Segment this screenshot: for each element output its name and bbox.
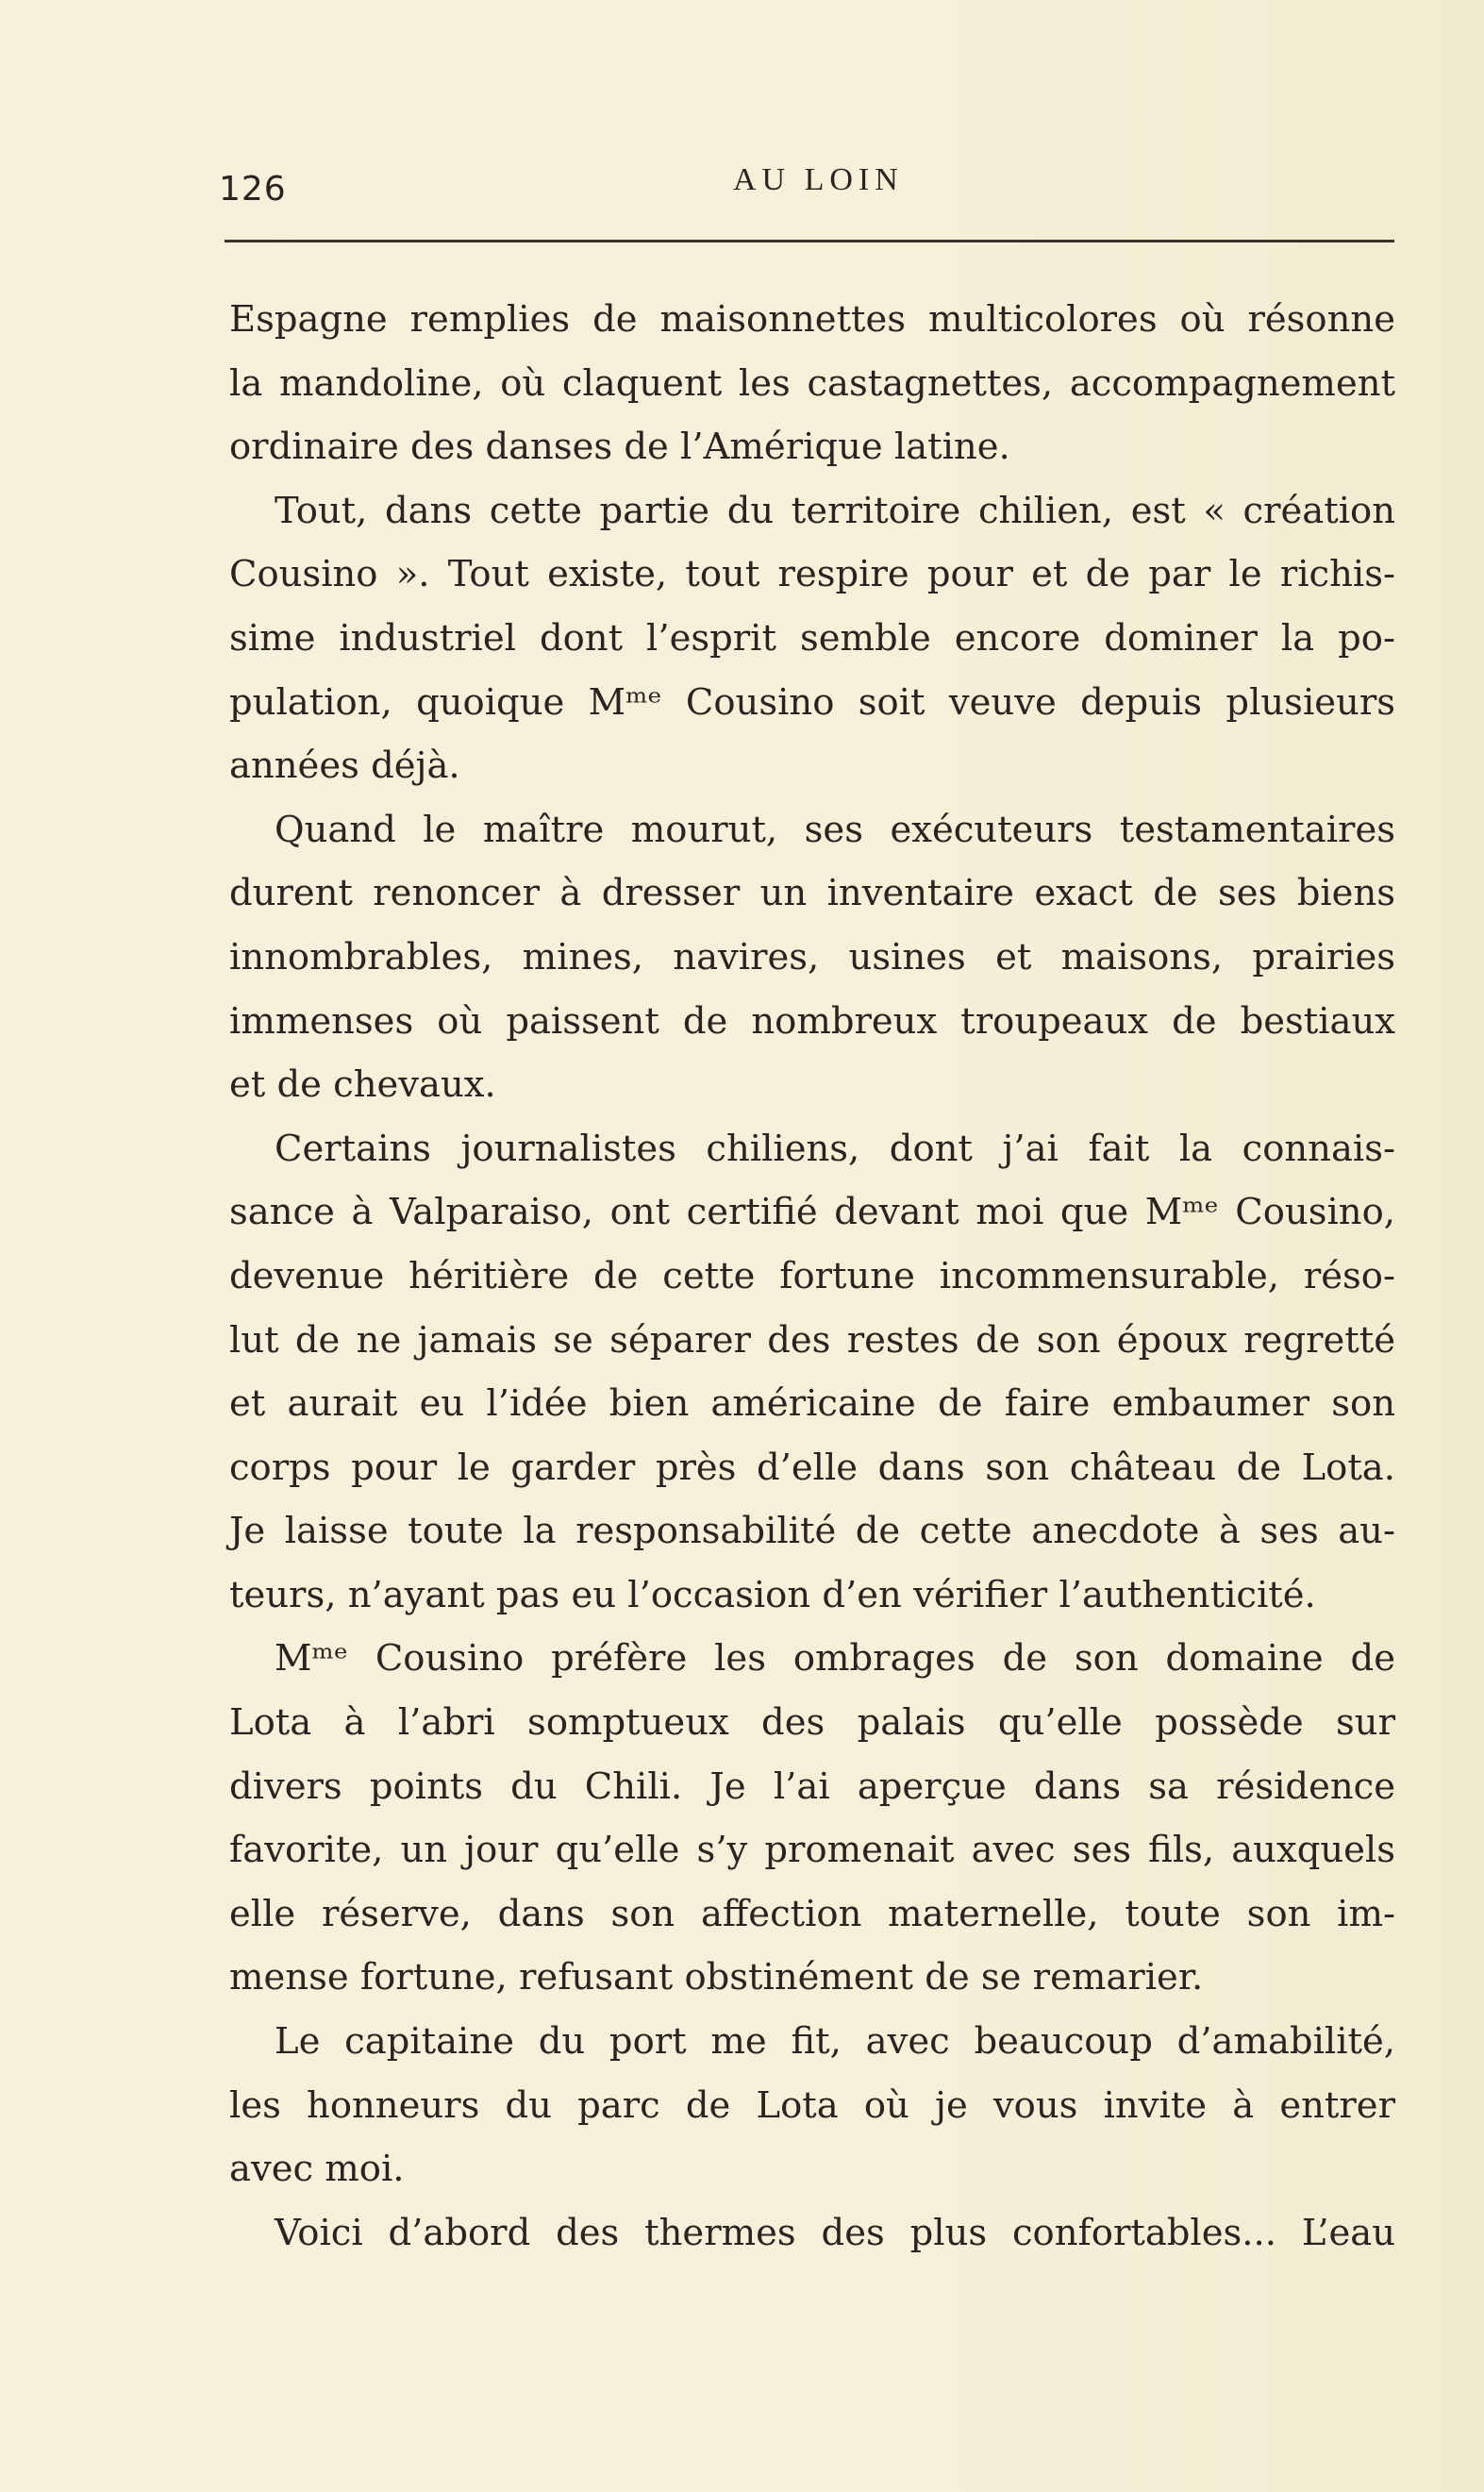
text-line: Voici d’abord des thermes des plus confortables... L’eau — [275, 2211, 1395, 2254]
text-line: corps pour le garder près d’elle dans son château de Lota. — [229, 1446, 1395, 1489]
text-line: années déjà. — [229, 744, 460, 788]
text-line: et aurait eu l’idée bien américaine de faire embaumer son — [229, 1382, 1395, 1426]
text-line: Quand le maître mourut, ses exécuteurs testamentaires — [275, 808, 1395, 851]
text-line: avec moi. — [229, 2148, 405, 2191]
text-line: Mᵐᵉ Cousino préfère les ombrages de son domaine de — [275, 1637, 1395, 1681]
text-line: favorite, un jour qu’elle s’y promenait avec ses fils, auxquels — [229, 1829, 1395, 1872]
text-line: sance à Valparaiso, ont certifié devant moi que Mᵐᵉ Cousino, — [229, 1191, 1395, 1234]
text-line: divers points du Chili. Je l’ai aperçue dans sa résidence — [229, 1764, 1395, 1808]
page-number: 126 — [219, 170, 287, 209]
text-line: Je laisse toute la responsabilité de cette anecdote à ses au- — [229, 1510, 1395, 1553]
page-header — [219, 162, 1389, 219]
text-line: Le capitaine du port me fit, avec beaucoup d’amabilité, — [275, 2020, 1395, 2064]
text-line: devenue héritière de cette fortune incommensurable, réso- — [229, 1254, 1395, 1297]
text-line: Certains journalistes chiliens, dont j’ai fait la connais- — [275, 1127, 1395, 1170]
text-line: sime industriel dont l’esprit semble encore dominer la po- — [229, 616, 1395, 660]
text-line: elle réserve, dans son affection maternelle, toute son im- — [229, 1892, 1395, 1935]
text-line: Espagne remplies de maisonnettes multicolores où résonne — [229, 298, 1395, 341]
text-line: la mandoline, où claquent les castagnettes, accompagnement — [229, 361, 1395, 405]
body-text — [229, 288, 1395, 2265]
text-line: Lota à l’abri somptueux des palais qu’elle possède sur — [229, 1701, 1395, 1745]
text-line: lut de ne jamais se séparer des restes de son époux regretté — [229, 1318, 1395, 1362]
text-line: immenses où paissent de nombreux troupeaux de bestiaux — [229, 999, 1395, 1043]
text-line: et de chevaux. — [229, 1063, 496, 1107]
text-line: mense fortune, refusant obstinément de se remarier. — [229, 1956, 1204, 1999]
text-line: les honneurs du parc de Lota où je vous invite à entrer — [229, 2083, 1395, 2127]
text-line: teurs, n’ayant pas eu l’occasion d’en vérifier l’authenticité. — [229, 1573, 1316, 1616]
text-line: innombrables, mines, navires, usines et maisons, prairies — [229, 935, 1395, 978]
text-line: Cousino ». Tout existe, tout respire pour et de par le richis- — [229, 553, 1395, 596]
text-line: pulation, quoique Mᵐᵉ Cousino soit veuve depuis plusieurs — [229, 680, 1395, 724]
running-title: AU LOIN — [733, 162, 904, 197]
text-line: durent renoncer à dresser un inventaire exact de ses biens — [229, 872, 1395, 915]
text-line: ordinaire des danses de l’Amérique latine. — [229, 426, 1010, 469]
text-line: Tout, dans cette partie du territoire chilien, est « création — [275, 489, 1395, 532]
header-rule — [225, 240, 1394, 243]
